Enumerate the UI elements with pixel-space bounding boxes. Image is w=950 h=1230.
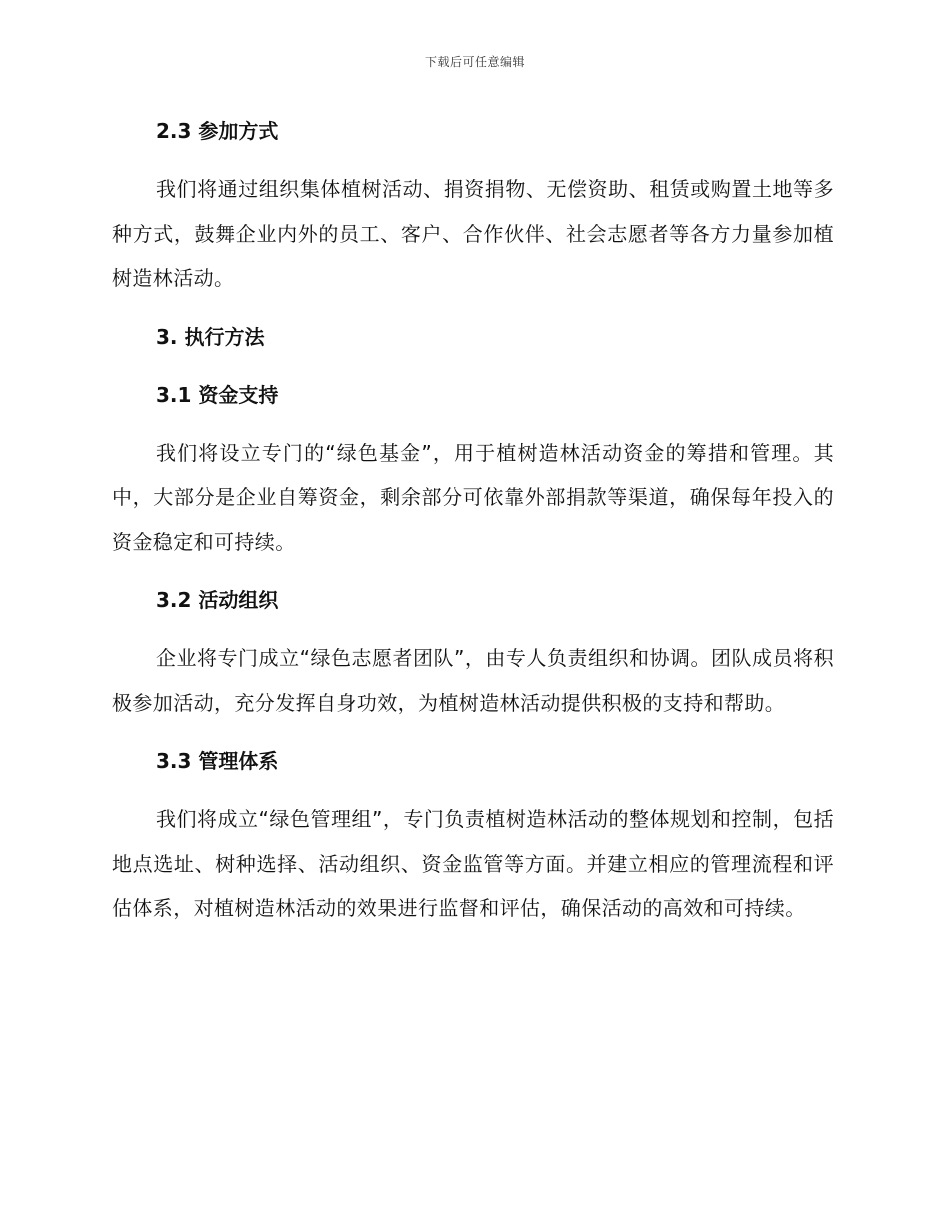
section-paragraph-3-3: 我们将成立“绿色管理组”，专门负责植树造林活动的整体规划和控制，包括地点选址、树种选择、活动组织、资金监管等方面。并建立相应的管理流程和评估体系，对植树造林活动的效果进行监督和评估，确保活动的高效和可持续。 <box>112 807 834 920</box>
document-body <box>112 109 834 945</box>
section-heading-2-3: 2.3 参加方式 <box>156 119 279 143</box>
section-heading-3-2: 3.2 活动组织 <box>156 588 279 612</box>
section-paragraph-2-3: 我们将通过组织集体植树活动、捐资捐物、无偿资助、租赁或购置土地等多种方式，鼓舞企业内外的员工、客户、合作伙伴、社会志愿者等各方力量参加植树造林活动。 <box>112 177 834 290</box>
section-heading-3: 3. 执行方法 <box>156 324 265 349</box>
section-paragraph-3-1: 我们将设立专门的“绿色基金”，用于植树造林活动资金的筹措和管理。其中，大部分是企业自筹资金，剩余部分可依靠外部捐款等渠道，确保每年投入的资金稳定和可持续。 <box>112 440 834 554</box>
section-heading-3-1: 3.1 资金支持 <box>156 382 279 407</box>
section-heading-3-3: 3.3 管理体系 <box>156 749 279 773</box>
section-paragraph-3-2: 企业将专门成立“绿色志愿者团队”，由专人负责组织和协调。团队成员将积极参加活动，充分发挥自身功效，为植树造林活动提供积极的支持和帮助。 <box>112 646 834 715</box>
page-header-note: 下载后可任意编辑 <box>424 55 525 69</box>
